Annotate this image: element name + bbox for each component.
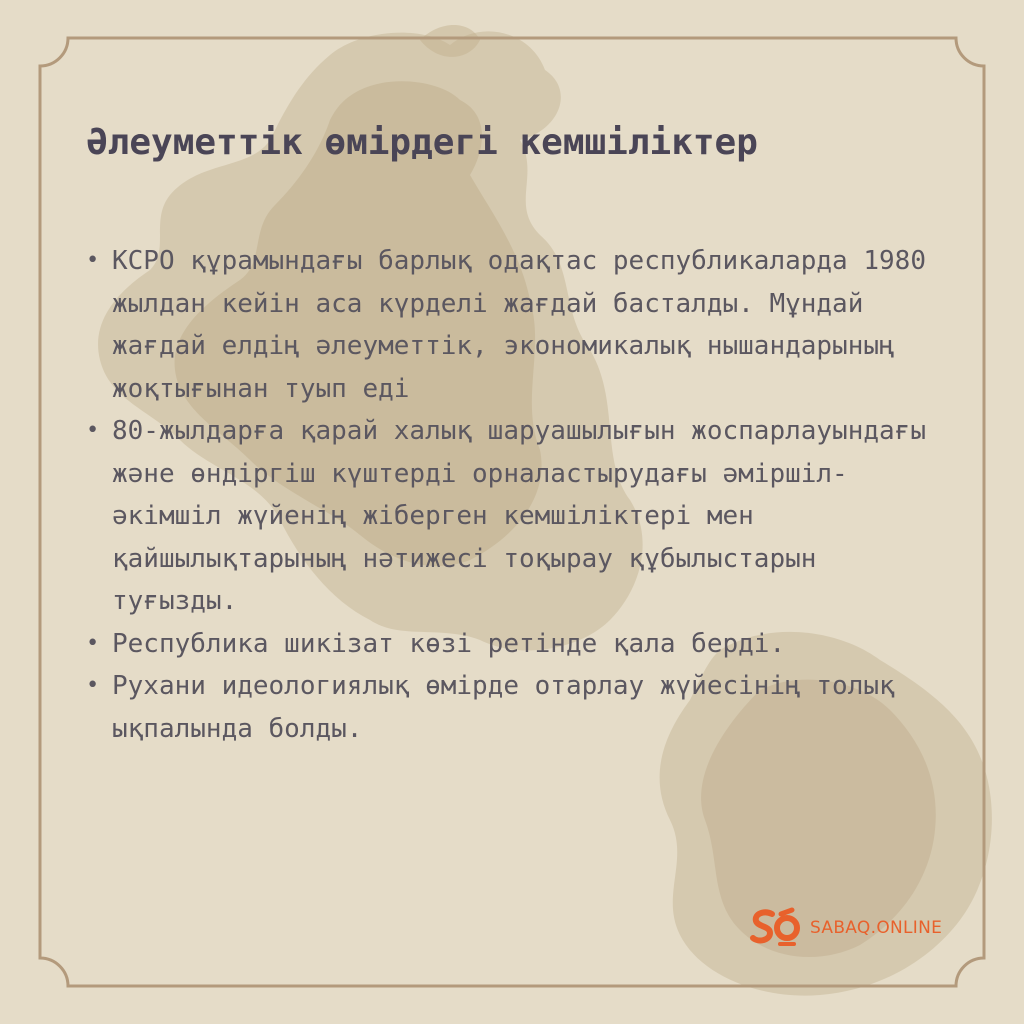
bullet-list [86, 240, 956, 750]
bullet-item [86, 623, 956, 666]
bullet-marker: • [86, 248, 100, 273]
bullet-marker: • [86, 418, 100, 443]
bullet-text: Республика шикізат көзі ретінде қала берді. [112, 628, 786, 659]
bullet-marker: • [86, 673, 100, 698]
bullet-item [86, 410, 956, 623]
bullet-item [86, 240, 956, 410]
bullet-text: 80-жылдарға қарай халық шаруашылығын жоспарлауындағы және өндіргіш күштерді орналастырудағы әміршіл-әкімшіл жүйенің жіберген кемшіліктері мен қайшылықтарының нәтижесі тоқырау құбылыстарын туғызды. [112, 416, 926, 616]
bullet-text: КСРО құрамындағы барлық одақтас республикаларда 1980 жылдан кейін аса күрделі жағдай басталды. Мұндай жағдай елдің әлеуметтік, экономикалық нышандарының жоқтығынан туып еді [112, 246, 926, 404]
sabaq-logo-icon [750, 906, 802, 950]
logo-text: SABAQ.ONLINE [810, 918, 943, 938]
bullet-text: Рухани идеологиялық өмірде отарлау жүйесінің толық ықпалында болды. [112, 671, 895, 744]
bullet-item [86, 665, 956, 750]
sabaq-logo[interactable] [750, 906, 942, 950]
slide-title: Әлеуметтік өмірдегі кемшіліктер [86, 122, 758, 163]
bullet-marker: • [86, 630, 100, 656]
